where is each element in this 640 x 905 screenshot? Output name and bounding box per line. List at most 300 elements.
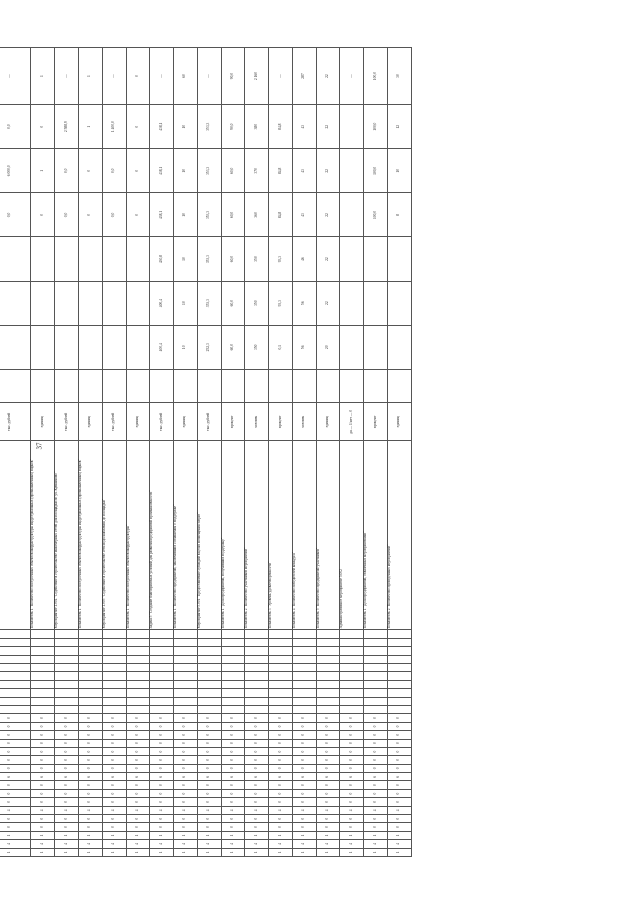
year-value-cell-2014: 400,4 — [150, 325, 174, 369]
budget-code-cell: 0 — [269, 823, 293, 831]
year-value-cell-2015: 93,3 — [269, 281, 293, 325]
extra-code-cell — [0, 705, 31, 713]
year-value-cell-2018: 370 — [245, 149, 269, 193]
year-value-cell-2017: 0,0 — [55, 193, 79, 237]
year-value-cell-2016 — [126, 237, 150, 281]
extra-code-cell — [0, 680, 31, 688]
extra-code-cell — [245, 664, 269, 672]
extra-code-cell — [102, 630, 126, 639]
budget-code-cell: 0 — [340, 722, 364, 730]
extra-code-cell — [221, 655, 245, 663]
budget-code-cell: 0 — [0, 815, 31, 823]
extra-code-cell — [55, 655, 79, 663]
extra-code-cell — [174, 647, 198, 655]
target-value-cell: — — [102, 48, 126, 105]
year-value-cell-2015: 60,0 — [221, 281, 245, 325]
budget-code-cell: 0 — [126, 798, 150, 806]
table-row — [102, 48, 126, 857]
budget-code-cell: 0 — [340, 756, 364, 764]
table-row — [387, 48, 411, 857]
unit-cell: единиц — [174, 403, 198, 441]
budget-code-cell: 0 — [292, 714, 316, 722]
extra-code-cell — [316, 638, 340, 646]
budget-code-cell: 0 — [197, 798, 221, 806]
extra-code-cell — [79, 672, 103, 680]
extra-code-cell — [0, 664, 31, 672]
table-row — [269, 48, 293, 857]
extra-code-cell — [174, 630, 198, 639]
extra-code-cell — [31, 697, 55, 705]
table-row — [340, 48, 364, 857]
budget-code-cell: 1 — [292, 848, 316, 856]
budget-code-cell: 1 — [150, 848, 174, 856]
budget-code-cell: 0 — [387, 789, 411, 797]
extra-code-cell — [102, 680, 126, 688]
target-value-cell: — — [269, 48, 293, 105]
extra-code-cell — [316, 672, 340, 680]
extra-code-cell — [269, 672, 293, 680]
budget-code-cell: 4 — [364, 840, 388, 848]
year-value-cell-2017: 22 — [316, 193, 340, 237]
budget-code-cell: 0 — [269, 781, 293, 789]
year-value-cell-2019: 0,0 — [0, 105, 31, 149]
extra-code-cell — [102, 655, 126, 663]
budget-code-cell: 1 — [126, 848, 150, 856]
extra-code-cell — [197, 697, 221, 705]
extra-code-cell — [221, 705, 245, 713]
budget-code-cell: 4 — [31, 806, 55, 814]
budget-code-cell: 0 — [221, 747, 245, 755]
budget-code-cell: 0 — [340, 781, 364, 789]
extra-code-cell — [150, 689, 174, 697]
extra-code-cell — [269, 689, 293, 697]
previous-year-cell — [387, 369, 411, 403]
extra-code-cell — [364, 655, 388, 663]
budget-code-cell: 0 — [364, 739, 388, 747]
extra-code-cell — [316, 680, 340, 688]
budget-code-cell: 0 — [340, 823, 364, 831]
year-value-cell-2018: 100,0 — [364, 149, 388, 193]
budget-code-cell: 0 — [0, 781, 31, 789]
extra-code-cell — [55, 705, 79, 713]
budget-code-cell: 1 — [387, 831, 411, 839]
budget-code-cell: 1 — [197, 831, 221, 839]
year-value-cell-2019: 2 588,9 — [55, 105, 79, 149]
extra-code-cell — [55, 630, 79, 639]
budget-code-cell: 0 — [292, 798, 316, 806]
budget-code-cell: 1 — [55, 848, 79, 856]
target-value-cell: 60 — [174, 48, 198, 105]
budget-code-cell: 0 — [245, 781, 269, 789]
budget-code-cell: 4 — [55, 840, 79, 848]
budget-code-cell: 0 — [197, 756, 221, 764]
year-value-cell-2014: 252,3 — [197, 325, 221, 369]
year-value-cell-2014 — [79, 325, 103, 369]
budget-code-cell: 6 — [197, 773, 221, 781]
budget-code-cell: 0 — [197, 823, 221, 831]
budget-code-cell: 0 — [292, 747, 316, 755]
budget-code-cell: 0 — [150, 823, 174, 831]
extra-code-cell — [102, 697, 126, 705]
year-value-cell-2017: 43 — [292, 193, 316, 237]
budget-code-cell: 0 — [79, 798, 103, 806]
unit-cell: единиц — [79, 403, 103, 441]
unit-cell: человек — [245, 403, 269, 441]
extra-code-cell — [245, 697, 269, 705]
extra-code-cell — [340, 672, 364, 680]
budget-code-cell: 0 — [316, 781, 340, 789]
budget-code-cell: 4 — [174, 840, 198, 848]
extra-code-cell — [269, 630, 293, 639]
budget-code-cell: 0 — [269, 722, 293, 730]
year-value-cell-2018: 10 — [174, 149, 198, 193]
budget-code-cell: 0 — [79, 722, 103, 730]
budget-code-cell: 0 — [245, 739, 269, 747]
budget-code-cell: 0 — [316, 789, 340, 797]
budget-code-cell: 0 — [364, 722, 388, 730]
row-name-cell: Показатель 1 "Доля предприятий, охваченных мероприятиями" — [364, 441, 388, 630]
budget-code-cell: 0 — [245, 764, 269, 772]
budget-code-cell: 0 — [269, 739, 293, 747]
budget-code-cell: 0 — [269, 764, 293, 772]
budget-code-cell: 4 — [0, 806, 31, 814]
budget-code-cell: 6 — [174, 773, 198, 781]
budget-code-cell: 6 — [245, 773, 269, 781]
extra-code-cell — [387, 664, 411, 672]
extra-code-cell — [31, 647, 55, 655]
year-value-cell-2017 — [340, 193, 364, 237]
budget-code-cell: 0 — [364, 731, 388, 739]
extra-code-cell — [55, 638, 79, 646]
budget-code-cell: 0 — [221, 789, 245, 797]
extra-code-cell — [150, 672, 174, 680]
extra-code-cell — [102, 705, 126, 713]
extra-code-cell — [126, 630, 150, 639]
budget-code-cell: 4 — [387, 840, 411, 848]
budget-code-cell: 4 — [221, 806, 245, 814]
extra-code-cell — [55, 664, 79, 672]
year-value-cell-2019: 90,0 — [221, 105, 245, 149]
budget-code-cell: 0 — [0, 731, 31, 739]
budget-code-cell: 0 — [31, 722, 55, 730]
extra-code-cell — [292, 655, 316, 663]
year-value-cell-2018: 43 — [292, 149, 316, 193]
extra-code-cell — [174, 655, 198, 663]
budget-code-cell: 1 — [102, 831, 126, 839]
budget-code-cell: 4 — [150, 840, 174, 848]
budget-code-cell: 0 — [221, 764, 245, 772]
budget-code-cell: 6 — [340, 773, 364, 781]
unit-cell: тыс. рублей — [197, 403, 221, 441]
extra-code-cell — [387, 630, 411, 639]
extra-code-cell — [340, 647, 364, 655]
budget-code-cell: 0 — [221, 714, 245, 722]
extra-code-cell — [364, 672, 388, 680]
extra-code-cell — [31, 672, 55, 680]
budget-code-cell: 1 — [364, 848, 388, 856]
budget-code-cell: 0 — [364, 823, 388, 831]
row-name-cell: Показатель 5 "Количество предприятий-участников" — [316, 441, 340, 630]
table-row — [79, 48, 103, 857]
extra-code-cell — [79, 705, 103, 713]
budget-code-cell: 0 — [150, 731, 174, 739]
extra-code-cell — [221, 672, 245, 680]
target-value-cell: 30 — [387, 48, 411, 105]
budget-code-cell: 1 — [340, 848, 364, 856]
budget-code-cell: 4 — [197, 840, 221, 848]
budget-code-cell: 0 — [340, 815, 364, 823]
previous-year-cell — [31, 369, 55, 403]
previous-year-cell — [340, 369, 364, 403]
budget-code-cell: 0 — [292, 789, 316, 797]
extra-code-cell — [126, 638, 150, 646]
budget-code-cell: 0 — [269, 714, 293, 722]
budget-code-cell: 6 — [102, 773, 126, 781]
budget-code-cell: 0 — [245, 823, 269, 831]
extra-code-cell — [0, 630, 31, 639]
budget-code-cell: 0 — [126, 815, 150, 823]
budget-code-cell: 0 — [174, 722, 198, 730]
year-value-cell-2015: 353,3 — [197, 281, 221, 325]
budget-code-cell: 1 — [31, 831, 55, 839]
extra-code-cell — [292, 672, 316, 680]
budget-code-cell: 0 — [79, 781, 103, 789]
year-value-cell-2018: 22 — [316, 149, 340, 193]
year-value-cell-2018: 1 — [31, 149, 55, 193]
unit-cell: единиц — [387, 403, 411, 441]
extra-code-cell — [316, 630, 340, 639]
previous-year-cell — [364, 369, 388, 403]
budget-code-cell: 0 — [0, 823, 31, 831]
year-value-cell-2015 — [55, 281, 79, 325]
unit-cell: да — 1/нет — 0 — [340, 403, 364, 441]
budget-code-cell: 0 — [387, 781, 411, 789]
previous-year-cell — [245, 369, 269, 403]
year-value-cell-2019: 380 — [245, 105, 269, 149]
extra-code-cell — [79, 689, 103, 697]
budget-code-cell: 0 — [102, 789, 126, 797]
budget-code-cell: 0 — [174, 798, 198, 806]
year-value-cell-2016: 93,3 — [269, 237, 293, 281]
budget-code-cell: 0 — [174, 789, 198, 797]
budget-code-cell: 1 — [174, 831, 198, 839]
year-value-cell-2017: 10 — [174, 193, 198, 237]
year-value-cell-2019: 12 — [387, 105, 411, 149]
year-value-cell-2019: 43 — [292, 105, 316, 149]
unit-cell: тыс. рублей — [150, 403, 174, 441]
budget-code-cell: 0 — [292, 764, 316, 772]
extra-code-cell — [174, 680, 198, 688]
year-value-cell-2017: 60,0 — [221, 193, 245, 237]
budget-code-cell: 6 — [0, 773, 31, 781]
budget-code-cell: 0 — [292, 731, 316, 739]
extra-code-cell — [387, 705, 411, 713]
budget-code-cell: 0 — [150, 798, 174, 806]
table-row — [174, 48, 198, 857]
year-value-cell-2014 — [102, 325, 126, 369]
extra-code-cell — [269, 655, 293, 663]
budget-code-cell: 6 — [316, 773, 340, 781]
year-value-cell-2016: 430,8 — [150, 237, 174, 281]
row-name-cell — [0, 441, 31, 630]
extra-code-cell — [79, 664, 103, 672]
unit-cell: тыс. рублей — [102, 403, 126, 441]
budget-code-cell: 0 — [197, 781, 221, 789]
budget-code-cell: 4 — [340, 806, 364, 814]
budget-code-cell: 0 — [316, 747, 340, 755]
row-name-cell: Показатель 1 "Количество предприятий, заключивших соглашения о поддержке" — [174, 441, 198, 630]
budget-code-cell: 0 — [102, 756, 126, 764]
budget-code-cell: 0 — [269, 798, 293, 806]
year-value-cell-2014 — [0, 325, 31, 369]
budget-code-cell: 0 — [126, 823, 150, 831]
budget-code-cell: 4 — [292, 840, 316, 848]
year-value-cell-2018: 0 — [126, 149, 150, 193]
row-name-cell: Мероприятие 5.001 "Предоставление субсидий в целях возмещения затрат" — [197, 441, 221, 630]
row-name-cell: Показатель 2 "Количество участников мероприятий" — [245, 441, 269, 630]
table-row — [316, 48, 340, 857]
year-value-cell-2016: 60,0 — [221, 237, 245, 281]
year-value-cell-2014 — [340, 325, 364, 369]
previous-year-cell — [269, 369, 293, 403]
budget-code-cell: 4 — [102, 840, 126, 848]
unit-cell: единиц — [31, 403, 55, 441]
year-value-cell-2016 — [340, 237, 364, 281]
budget-code-cell: 0 — [31, 798, 55, 806]
year-value-cell-2019: 353,3 — [197, 105, 221, 149]
budget-code-cell: 0 — [316, 731, 340, 739]
budget-code-cell: 0 — [31, 747, 55, 755]
budget-code-cell: 0 — [197, 789, 221, 797]
extra-code-cell — [197, 647, 221, 655]
extra-code-cell — [0, 655, 31, 663]
budget-code-cell: 0 — [292, 781, 316, 789]
extra-code-cell — [31, 705, 55, 713]
extra-code-cell — [292, 705, 316, 713]
extra-code-cell — [221, 697, 245, 705]
year-value-cell-2015 — [79, 281, 103, 325]
budget-code-cell: 0 — [55, 823, 79, 831]
previous-year-cell — [292, 369, 316, 403]
extra-code-cell — [245, 638, 269, 646]
rotated-table-sheet — [0, 47, 410, 857]
extra-code-cell — [245, 672, 269, 680]
budget-code-cell: 0 — [221, 823, 245, 831]
extra-code-cell — [0, 638, 31, 646]
budget-code-cell: 0 — [174, 747, 198, 755]
budget-code-cell: 4 — [126, 806, 150, 814]
budget-code-cell: 0 — [316, 756, 340, 764]
year-value-cell-2017: 0,0 — [0, 193, 31, 237]
budget-code-cell: 6 — [31, 773, 55, 781]
budget-code-cell: 0 — [31, 823, 55, 831]
budget-code-cell: 0 — [364, 815, 388, 823]
year-value-cell-2014: 0,1 — [269, 325, 293, 369]
extra-code-cell — [221, 638, 245, 646]
extra-code-cell — [102, 672, 126, 680]
extra-code-cell — [316, 697, 340, 705]
budget-code-cell: 0 — [31, 714, 55, 722]
extra-code-cell — [364, 680, 388, 688]
budget-code-cell: 0 — [102, 731, 126, 739]
row-name-cell: Показатель 3 "Уровень удовлетворенности" — [269, 441, 293, 630]
extra-code-cell — [102, 647, 126, 655]
unit-cell: единиц — [316, 403, 340, 441]
extra-code-cell — [316, 689, 340, 697]
extra-code-cell — [55, 697, 79, 705]
extra-code-cell — [126, 647, 150, 655]
budget-code-cell: 6 — [387, 773, 411, 781]
budget-code-cell: 4 — [31, 840, 55, 848]
year-value-cell-2017: 0 — [31, 193, 55, 237]
extra-code-cell — [221, 689, 245, 697]
budget-code-cell: 6 — [55, 773, 79, 781]
extra-code-cell — [387, 680, 411, 688]
budget-code-cell: 1 — [174, 848, 198, 856]
budget-code-cell: 6 — [364, 773, 388, 781]
budget-code-cell: 4 — [79, 806, 103, 814]
budget-code-cell: 0 — [269, 815, 293, 823]
budget-code-cell: 0 — [292, 722, 316, 730]
extra-code-cell — [126, 697, 150, 705]
budget-code-cell: 0 — [79, 756, 103, 764]
extra-code-cell — [126, 689, 150, 697]
budget-code-cell: 1 — [55, 831, 79, 839]
budget-code-cell: 1 — [126, 831, 150, 839]
program-table — [0, 47, 412, 857]
unit-cell: процент — [221, 403, 245, 441]
budget-code-cell: 0 — [221, 798, 245, 806]
extra-code-cell — [174, 638, 198, 646]
extra-code-cell — [197, 680, 221, 688]
budget-code-cell: 1 — [0, 848, 31, 856]
year-value-cell-2018: 438,1 — [150, 149, 174, 193]
budget-code-cell: 0 — [102, 823, 126, 831]
budget-code-cell: 0 — [221, 731, 245, 739]
extra-code-cell — [79, 638, 103, 646]
extra-code-cell — [31, 630, 55, 639]
budget-code-cell: 1 — [245, 831, 269, 839]
row-name-cell: Показатель 2 "Количество проведенных мероприятий" — [387, 441, 411, 630]
extra-code-cell — [79, 680, 103, 688]
budget-code-cell: 1 — [269, 831, 293, 839]
year-value-cell-2014: 56 — [292, 325, 316, 369]
extra-code-cell — [79, 647, 103, 655]
budget-code-cell: 0 — [269, 731, 293, 739]
extra-code-cell — [221, 664, 245, 672]
budget-code-cell: 0 — [55, 756, 79, 764]
year-value-cell-2018: 353,3 — [197, 149, 221, 193]
budget-code-cell: 0 — [55, 798, 79, 806]
budget-code-cell: 0 — [174, 764, 198, 772]
budget-code-cell: 0 — [150, 722, 174, 730]
extra-code-cell — [174, 705, 198, 713]
year-value-cell-2017: 0 — [79, 193, 103, 237]
year-value-cell-2015: 22 — [316, 281, 340, 325]
budget-code-cell: 0 — [197, 722, 221, 730]
year-value-cell-2014 — [31, 325, 55, 369]
budget-code-cell: 0 — [31, 781, 55, 789]
year-value-cell-2016 — [31, 237, 55, 281]
budget-code-cell: 0 — [245, 714, 269, 722]
extra-code-cell — [126, 655, 150, 663]
budget-code-cell: 0 — [174, 756, 198, 764]
target-value-cell: — — [55, 48, 79, 105]
budget-code-cell: 0 — [102, 764, 126, 772]
budget-code-cell: 0 — [364, 756, 388, 764]
budget-code-cell: 0 — [340, 714, 364, 722]
budget-code-cell: 1 — [316, 831, 340, 839]
